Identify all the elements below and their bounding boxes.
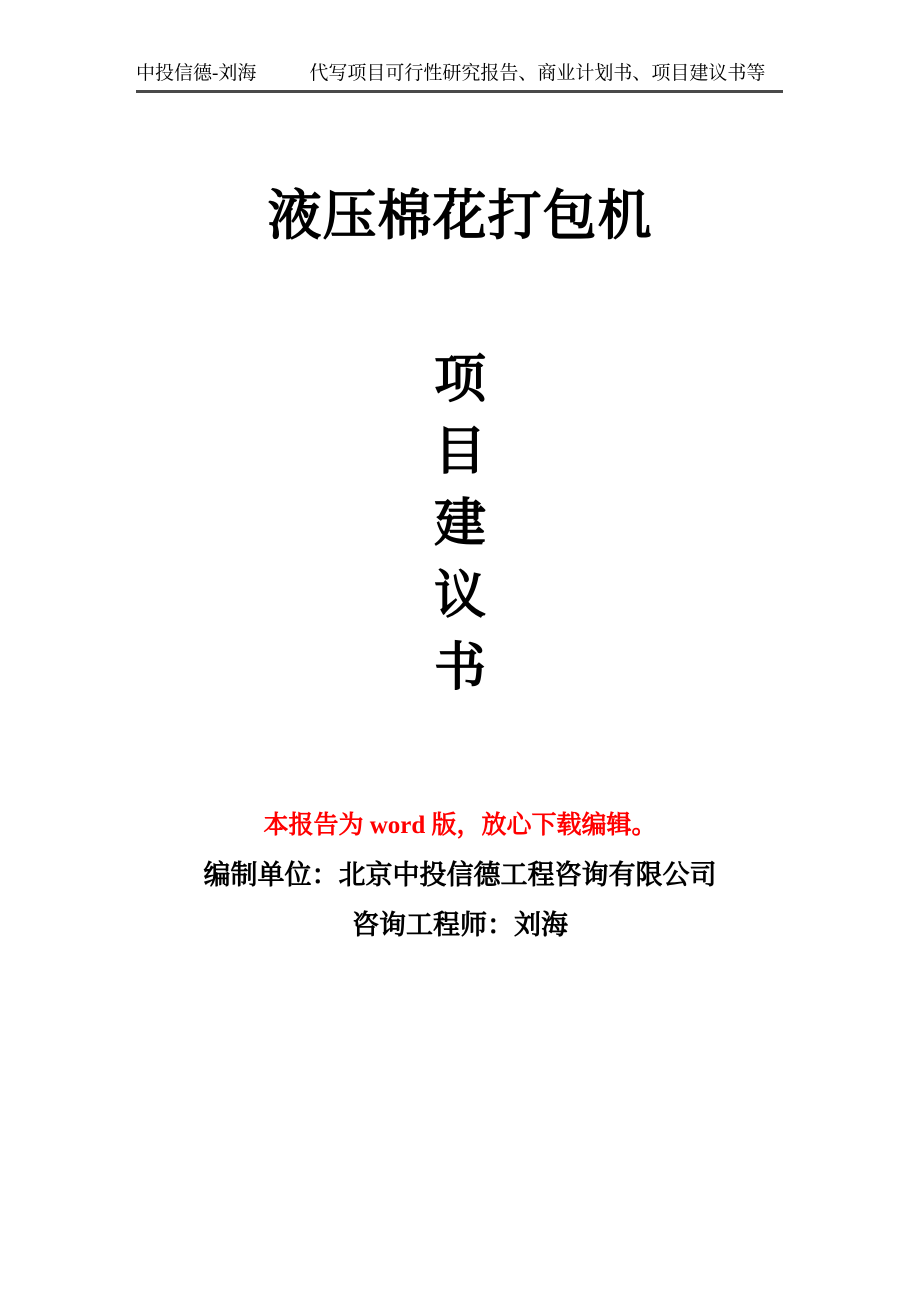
consulting-engineer-line: 咨询工程师：刘海 xyxy=(352,910,568,940)
header-services-text: 代写项目可行性研究报告、商业计划书、项目建议书等 xyxy=(309,63,766,84)
document-subtitle-vertical xyxy=(0,345,920,705)
subtitle-char-1: 项 xyxy=(433,352,486,409)
subtitle-char-4: 议 xyxy=(433,568,486,625)
subtitle-char-5: 书 xyxy=(433,640,486,697)
subtitle-char-2: 目 xyxy=(433,424,486,481)
header-brand-text: 中投信德-刘海 xyxy=(136,63,257,84)
prepared-by-line: 编制单位：北京中投信德工程咨询有限公司 xyxy=(203,860,717,890)
word-version-notice: 本报告为 word 版，放心下载编辑。 xyxy=(263,812,657,839)
document-title: 液压棉花打包机 xyxy=(267,186,653,246)
subtitle-char-3: 建 xyxy=(433,496,486,553)
page-header xyxy=(136,62,783,93)
